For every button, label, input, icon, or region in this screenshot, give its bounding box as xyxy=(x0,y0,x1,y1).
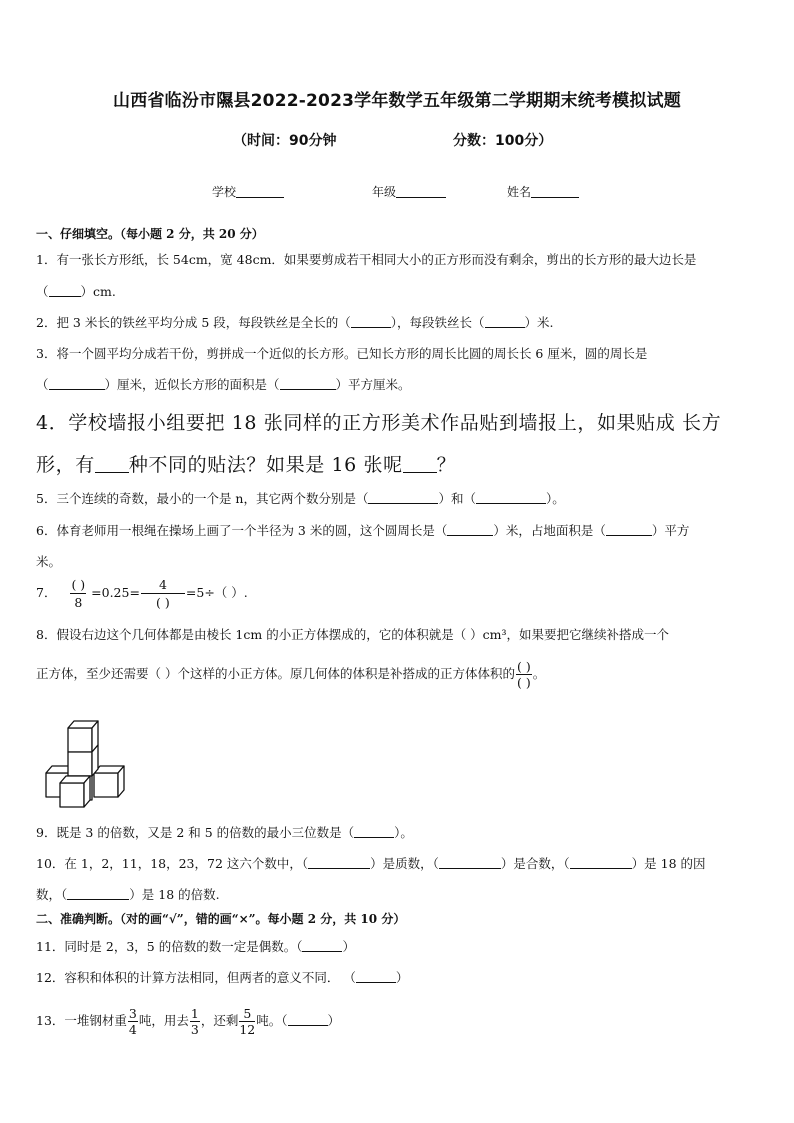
cube-back-right xyxy=(94,766,124,797)
name-label: 姓名 xyxy=(507,185,532,199)
question-2: 2．把 3 米长的铁丝平均分成 5 段，每段铁丝是全长的（ ），每段铁丝长（ ）米. xyxy=(36,315,554,330)
answer-blank xyxy=(439,857,501,869)
fraction-blank: $\frac{( )}{( )}$ xyxy=(516,659,531,690)
name-field xyxy=(507,183,579,200)
question-5: 5．三个连续的奇数，最小的一个是 n，其它两个数分别是（ ）和（ ）。 xyxy=(36,491,565,506)
page-title: 山西省临汾市隰县2022-2023学年数学五年级第二学期期末统考模拟试题 xyxy=(113,91,681,111)
question-3-line-1: 3．将一个圆平均分成若干份，剪拼成一个近似的长方形。已知长方形的周长比圆的周长长 6 厘米，圆的周长是 xyxy=(36,346,648,361)
question-6-line-1: 6．体育老师用一根绳在操场上画了一个半径为 3 米的圆，这个圆周长是（ ）米，占地面积是（ ）平方 xyxy=(36,523,690,538)
answer-blank xyxy=(403,457,437,473)
cube-front xyxy=(60,776,90,807)
answer-blank xyxy=(280,378,336,390)
fraction-one-third: $\frac{1}{3}$ xyxy=(190,1006,199,1037)
answer-blank xyxy=(95,457,129,473)
fraction-three-fourths: $\frac{3}{4}$ xyxy=(128,1006,137,1037)
school-blank xyxy=(236,185,284,198)
grade-blank xyxy=(396,185,446,198)
question-4-line-2: 形，有 种不同的贴法？如果是 16 张呢 ？ xyxy=(36,454,457,476)
question-6-line-2: 米。 xyxy=(36,554,62,569)
section-2-heading: 二、准确判断。（对的画“√”，错的画“×”。每小题 2 分，共 10 分） xyxy=(36,912,406,926)
question-11: 11．同时是 2，3，5 的倍数的数一定是偶数。（ ） xyxy=(36,939,355,954)
question-13: 13．一堆钢材重 $\frac{3}{4}$ 吨，用去 $\frac{1}{3}$ ，还剩 $\frac{5}{12}$ 吨。（ ） xyxy=(36,1006,341,1037)
grade-field xyxy=(372,183,446,200)
answer-blank xyxy=(302,940,342,952)
answer-blank xyxy=(476,492,546,504)
question-7: 7． $\frac{( )}{8}$ =0.25= $\frac{4}{( )}$ =5÷（ ）. xyxy=(36,577,248,610)
cube-top xyxy=(68,721,98,752)
question-3-line-2: （ ）厘米，近似长方形的面积是（ ）平方厘米。 xyxy=(36,377,411,392)
answer-blank xyxy=(351,316,391,328)
school-field xyxy=(212,183,284,200)
question-1-line-2: （ ）cm. xyxy=(36,284,116,299)
fraction-1: $\frac{( )}{8}$ xyxy=(71,577,86,610)
answer-blank xyxy=(354,826,394,838)
answer-blank xyxy=(368,492,438,504)
answer-blank xyxy=(49,378,105,390)
school-label: 学校 xyxy=(212,185,237,199)
fraction-2: $\frac{4}{( )}$ xyxy=(141,576,185,611)
question-8-line-2: 正方体，至少还需要（ ）个这样的小正方体。原几何体的体积是补搭成的正方体体积的 $\frac{( )}{( )}$ 。 xyxy=(36,659,546,690)
question-1-line-1: 1．有一张长方形纸，长 54cm，宽 48cm．如果要剪成若干相同大小的正方形而没有剩余，剪出的长方形的最大边长是 xyxy=(36,252,697,267)
question-10-line-2: 数，（ ）是 18 的倍数. xyxy=(36,887,220,902)
grade-label: 年级 xyxy=(372,185,397,199)
answer-blank xyxy=(308,857,370,869)
cube-stack-figure xyxy=(40,718,140,810)
answer-blank xyxy=(67,888,129,900)
answer-blank xyxy=(606,524,652,536)
fraction-five-twelfths: $\frac{5}{12}$ xyxy=(239,1006,256,1037)
answer-blank xyxy=(49,285,81,297)
question-10-line-1: 10．在 1，2，11，18，23，72 这六个数中，（ ）是质数，（ ）是合数，（ ）是 18 的因 xyxy=(36,856,706,871)
answer-blank xyxy=(288,1014,328,1026)
answer-blank xyxy=(447,524,493,536)
score-label: 分数：100分） xyxy=(453,133,553,149)
question-9: 9．既是 3 的倍数，又是 2 和 5 的倍数的最小三位数是（ ）。 xyxy=(36,825,413,840)
answer-blank xyxy=(356,971,396,983)
answer-blank xyxy=(570,857,632,869)
question-12: 12．容积和体积的计算方法相同，但两者的意义不同． （ ） xyxy=(36,970,409,985)
answer-blank xyxy=(485,316,525,328)
question-4-line-1: 4．学校墙报小组要把 18 张同样的正方形美术作品贴到墙报上，如果贴成 长方 xyxy=(36,412,722,434)
section-1-heading: 一、仔细填空。（每小题 2 分，共 20 分） xyxy=(36,227,264,241)
question-8-line-1: 8．假设右边这个几何体都是由棱长 1cm 的小正方体摆成的，它的体积就是（ ）cm³，如果要把它继续补搭成一个 xyxy=(36,627,670,642)
name-blank xyxy=(531,185,579,198)
time-label: （时间：90分钟 xyxy=(233,133,337,149)
